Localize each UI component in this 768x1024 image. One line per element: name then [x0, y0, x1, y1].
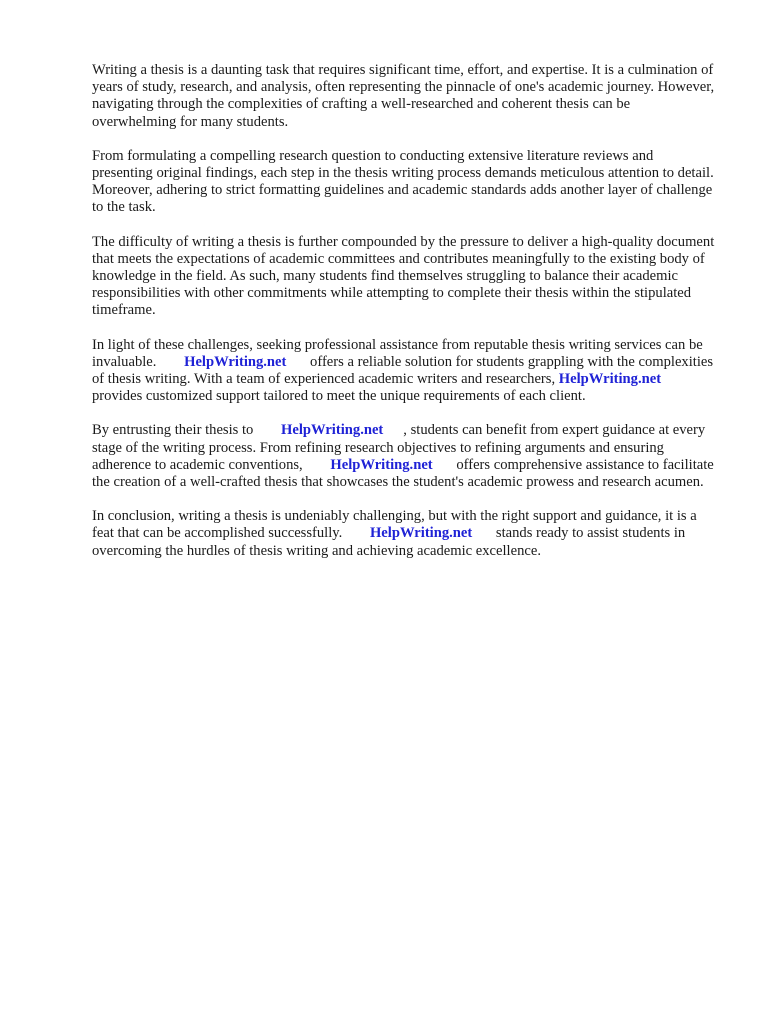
- helpwriting-link[interactable]: HelpWriting.net: [330, 456, 433, 473]
- document-page: [92, 62, 716, 577]
- helpwriting-link[interactable]: HelpWriting.net: [369, 525, 473, 542]
- paragraph-difficulty: [92, 234, 716, 320]
- paragraph-text: provides customized support tailored to meet the unique requirements of each client.: [92, 388, 586, 405]
- paragraph-text: offers a reliable solution for students grappling with the complexities of thesis writing. With a team of experienced academic writers and researchers,: [92, 353, 714, 388]
- helpwriting-link[interactable]: HelpWriting.net: [558, 371, 662, 388]
- paragraph-text: In light of these challenges, seeking professional assistance from reputable thesis writing services can be invaluable.: [92, 336, 703, 370]
- paragraph-assistance: [92, 337, 716, 406]
- paragraph-text: Writing a thesis is a daunting task that requires significant time, effort, and expertise. It is a culmination of years of study, research, and analysis, often representing the pinnacle of one's academic journey. However, navigating through the complexities of crafting a well-researched and coherent thesis can be overwhelming for many students.: [92, 62, 715, 130]
- paragraph-text: By entrusting their thesis to: [92, 422, 254, 439]
- paragraph-text: The difficulty of writing a thesis is further compounded by the pressure to deliver a high-quality document that meets the expectations of academic committees and contributes meaningfully to the existing body of knowledge in the field. As such, many students find themselves struggling to balance their academic responsibilities with other commitments while attempting to complete their thesis within the stipulated timeframe.: [92, 233, 715, 319]
- paragraph-process: [92, 148, 716, 217]
- paragraph-text: offers comprehensive assistance to facilitate the creation of a well-crafted thesis that showcases the student's academic prowess and research acumen.: [92, 456, 714, 491]
- paragraph-conclusion: [92, 508, 716, 560]
- paragraph-text: , students can benefit from expert guidance at every stage of the writing process. From refining research objectives to refining arguments and ensuring adherence to academic conventions,: [92, 422, 706, 473]
- paragraph-text: From formulating a compelling research question to conducting extensive literature reviews and presenting original findings, each step in the thesis writing process demands meticulous attention to detail. Moreover, adhering to strict formatting guidelines and academic standards adds another layer of challenge to the task.: [92, 147, 714, 216]
- paragraph-entrusting: [92, 422, 716, 491]
- paragraph-text: In conclusion, writing a thesis is undeniably challenging, but with the right support and guidance, it is a feat that can be accomplished successfully.: [92, 508, 697, 542]
- helpwriting-link[interactable]: HelpWriting.net: [184, 353, 287, 370]
- paragraph-text: stands ready to assist students in overcoming the hurdles of thesis writing and achieving academic excellence.: [92, 525, 686, 559]
- helpwriting-link[interactable]: HelpWriting.net: [281, 422, 384, 439]
- paragraph-intro: [92, 62, 716, 131]
